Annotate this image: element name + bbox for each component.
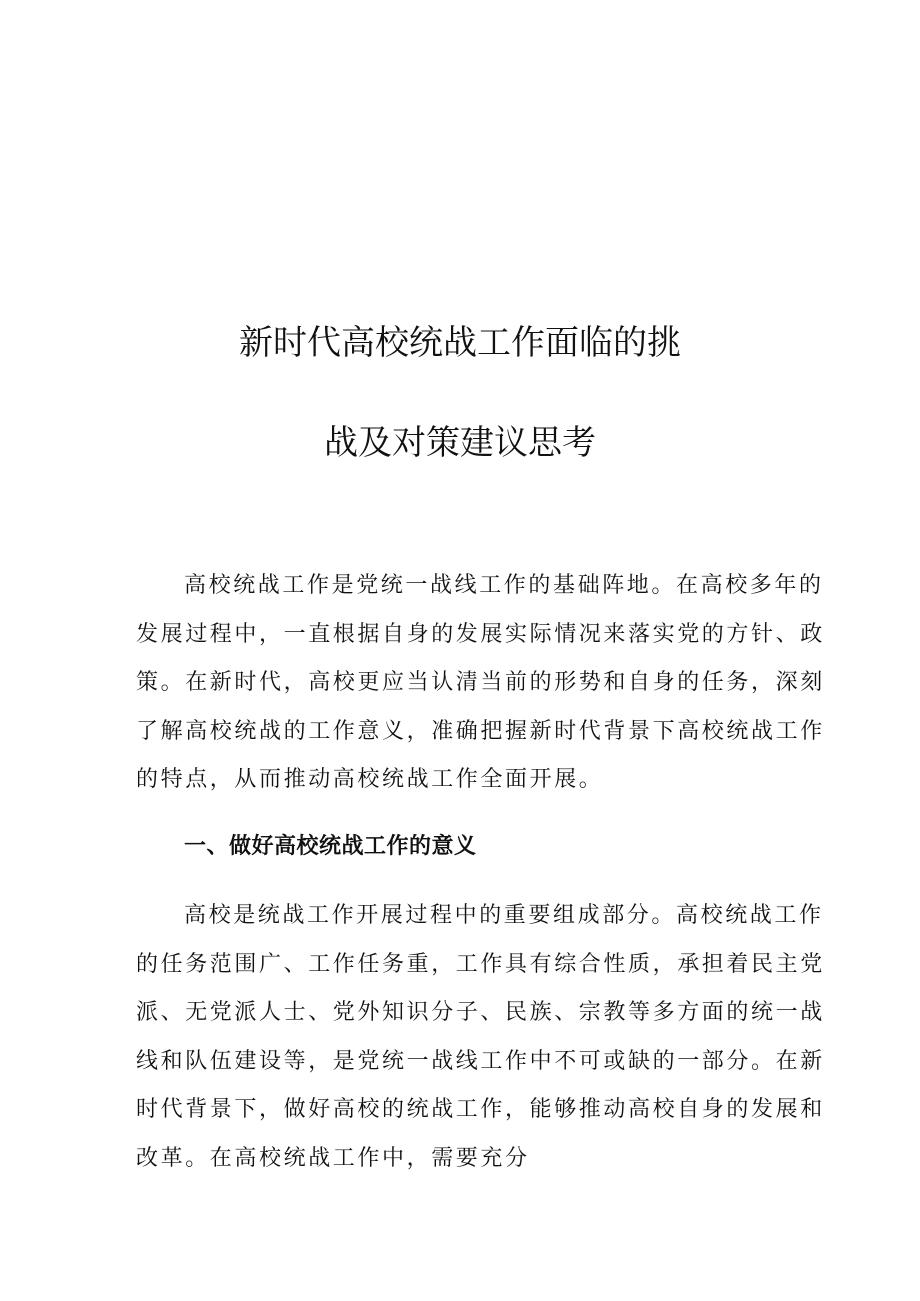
section-paragraph-line: 线和队伍建设等，是党统一战线工作中不可或缺的一部分。在新 — [136, 1048, 825, 1074]
section-paragraph-line: 高校是统战工作开展过程中的重要组成部分。高校统战工作 — [184, 903, 824, 928]
section-paragraph — [136, 892, 825, 1183]
intro-paragraph-line: 了解高校统战的工作意义，准确把握新时代背景下高校统战工作 — [136, 718, 825, 744]
section-heading: 一、做好高校统战工作的意义 — [184, 834, 477, 859]
intro-paragraph-line: 的特点，从而推动高校统战工作全面开展。 — [136, 767, 604, 792]
section-paragraph-line: 的任务范围广、工作任务重，工作具有综合性质，承担着民主党 — [136, 951, 825, 977]
section-paragraph-line: 改革。在高校统战工作中，需要充分 — [136, 1145, 530, 1171]
intro-paragraph-line: 发展过程中，一直根据自身的发展实际情况来落实党的方针、政 — [136, 621, 825, 647]
intro-paragraph-line: 策。在新时代，高校更应当认清当前的形势和自身的任务，深刻 — [136, 670, 825, 695]
section-paragraph-line: 时代背景下，做好高校的统战工作，能够推动高校自身的发展和 — [136, 1097, 825, 1122]
document-title-line-1: 新时代高校统战工作面临的挑 — [239, 323, 681, 363]
section-paragraph-line: 派、无党派人士、党外知识分子、民族、宗教等多方面的统一战 — [136, 1000, 825, 1025]
intro-paragraph — [136, 562, 825, 805]
document-title-line-2: 战及对策建议思考 — [324, 423, 596, 463]
intro-paragraph-line: 高校统战工作是党统一战线工作的基础阵地。在高校多年的 — [184, 573, 824, 598]
